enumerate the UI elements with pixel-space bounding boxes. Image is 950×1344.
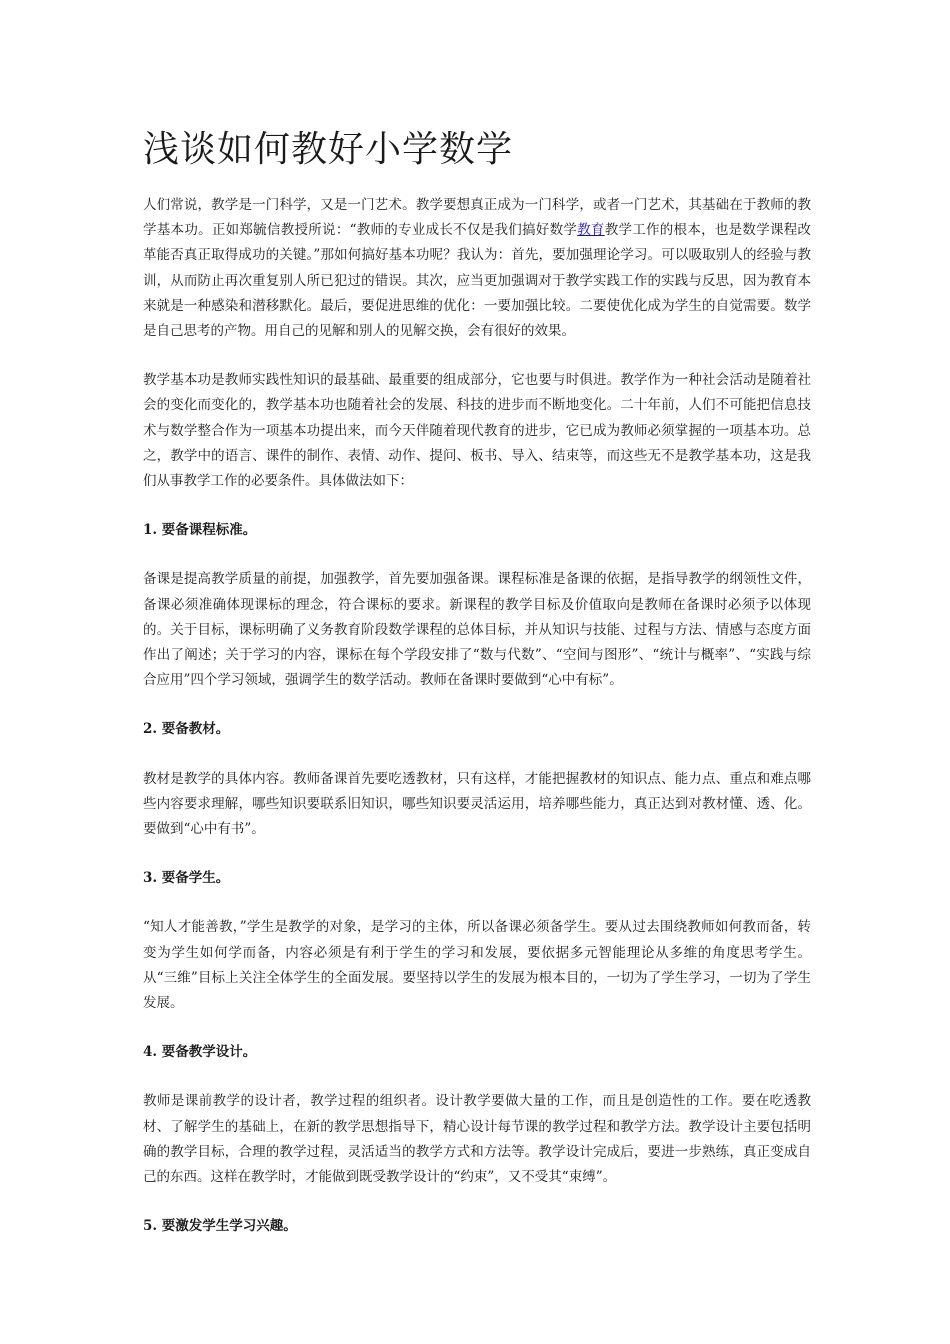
paragraph-section-2: 教材是教学的具体内容。教师备课首先要吃透教材，只有这样，才能把握教材的知识点、能力点、重点和难点哪些内容要求理解，哪些知识要联系旧知识，哪些知识要灵活运用，培养哪些能力，真正达到对教材懂、透、化。要做到“心中有书”。: [143, 770, 811, 838]
paragraph-intro-text-1: 人们常说，教学是一门科学，又是一门艺术。教学要想真正成为一门科学，或者一门艺术，其基础在于教师的教学基本功。正如郑毓信教授所说：“教师的专业成长不仅是我们搞好数学: [143, 197, 811, 239]
paragraph-intro: [143, 193, 811, 344]
paragraph-section-3: “知人才能善教，”学生是教学的对象，是学习的主体，所以备课必须备学生。要从过去围绕教师如何教而备，转变为学生如何学而备，内容必须是有利于学生的学习和发展，要依据多元智能理论从多维的角度思考学生。从“三维”目标上关注全体学生的全面发展。要坚持以学生的发展为根本目的，一切为了学生学习，一切为了学生发展。: [143, 919, 811, 1012]
page-title: 浅谈如何教好小学数学: [143, 129, 514, 170]
section-heading-5: 5. 要激发学生学习兴趣。: [143, 1218, 297, 1235]
education-link[interactable]: 教育: [577, 222, 605, 239]
paragraph-basic-skills: 教学基本功是教师实践性知识的最基础、最重要的组成部分，它也要与时俱进。教学作为一种社会活动是随着社会的变化而变化的，教学基本功也随着社会的发展、科技的进步而不断地变化。二十年前，人们不可能把信息技术与数学整合作为一项基本功提出来，而今天伴随着现代教育的进步，它已成为教师必须掌握的一项基本功。总之，教学中的语言、课件的制作、表情、动作、提问、板书、导入、结束等，而这些无不是教学基本功，这是我们从事教学工作的必要条件。具体做法如下：: [143, 372, 811, 490]
section-heading-3: 3. 要备学生。: [143, 870, 230, 887]
paragraph-intro-text-2: 教学工作的根本，也是数学课程改革能否真正取得成功的关键。”那如何搞好基本功呢？我认为：首先，要加强理论学习。可以吸取别人的经验与教训，从而防止再次重复别人所已犯过的错误。其次，应当更加强调对于教学实践工作的实践与反思，因为教育本来就是一种感染和潜移默化。最后，要促进思维的优化：一要加强比较。二要使优化成为学生的自觉需要。数学是自己思考的产物。用自己的见解和别人的见解交换，会有很好的效果。: [143, 222, 812, 340]
paragraph-section-1: 备课是提高教学质量的前提，加强教学，首先要加强备课。课程标准是备课的依据，是指导教学的纲领性文件，备课必须准确体现课标的理念，符合课标的要求。新课程的教学目标及价值取向是教师在备课时必须予以体现的。关于目标，课标明确了义务教育阶段数学课程的总体目标，并从知识与技能、过程与方法、情感与态度方面作出了阐述；关于学习的内容，课标在每个学段安排了“数与代数”、“空间与图形”、“统计与概率”、“实践与综合应用”四个学习领域，强调学生的数学活动。教师在备课时要做到“心中有标”。: [143, 571, 811, 689]
section-heading-2: 2. 要备教材。: [143, 721, 230, 738]
section-heading-1: 1. 要备课程标准。: [143, 522, 257, 539]
article-body: [143, 193, 811, 1264]
paragraph-section-4: 教师是课前教学的设计者，教学过程的组织者。设计教学要做大量的工作，而且是创造性的工作。要在吃透教材、了解学生的基础上，在新的教学思想指导下，精心设计每节课的教学过程和教学方法。教学设计主要包括明确的教学目标，合理的教学过程，灵活适当的教学方式和方法等。教学设计完成后，要进一步熟练，真正变成自己的东西。这样在教学时，才能做到既受教学设计的“约束”，又不受其“束缚”。: [143, 1093, 811, 1186]
section-heading-4: 4. 要备教学设计。: [143, 1044, 257, 1061]
